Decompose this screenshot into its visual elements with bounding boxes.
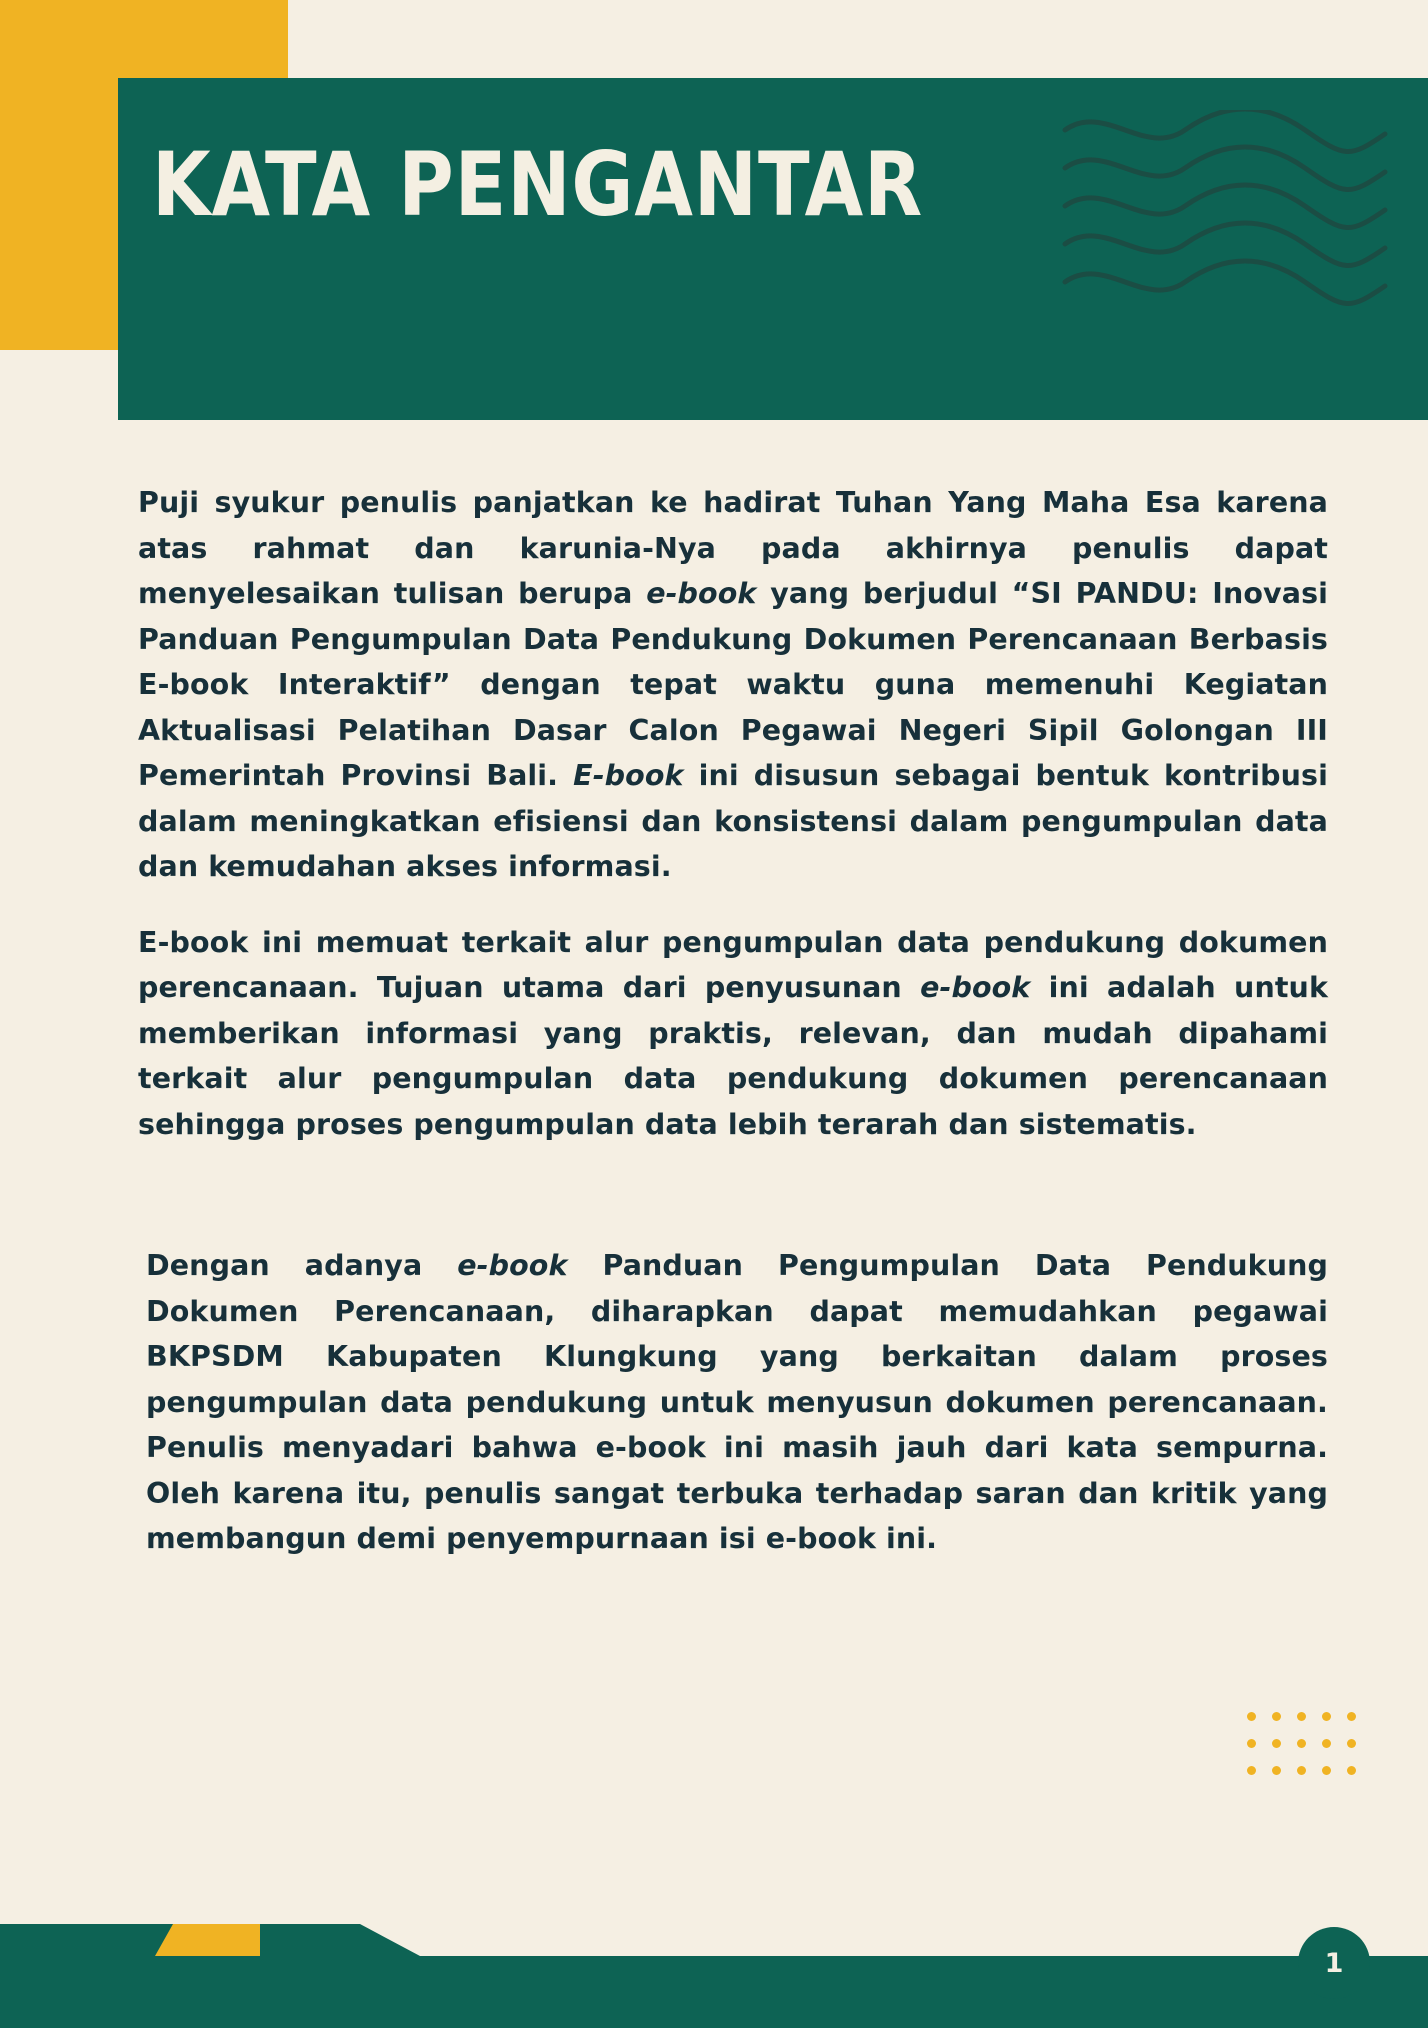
page-footer bbox=[0, 1893, 1428, 2028]
footer-green-bar bbox=[0, 1956, 1428, 2028]
footer-yellow-accent bbox=[155, 1924, 260, 1956]
paragraph-3: Dengan adanya e-book Panduan Pengumpulan Data Pendukung Dokumen Perencanaan, diharapkan dapat memudahkan pegawai BKPSDM Kabupaten Klungkung yang berkaitan dalam proses pengumpulan data pendukung untuk menyusun dokumen perencanaan. Penulis menyadari bahwa e-book ini masih jauh dari kata sempurna. Oleh karena itu, penulis sangat terbuka terhadap saran dan kritik yang membangun demi penyempurnaan isi e-book ini. bbox=[146, 1249, 1328, 1555]
dot-grid-decoration bbox=[1247, 1712, 1372, 1793]
paragraph-spacer bbox=[138, 1177, 1328, 1243]
wavy-lines-icon bbox=[1060, 110, 1390, 320]
paragraph-1: Puji syukur penulis panjatkan ke hadirat Tuhan Yang Maha Esa karena atas rahmat dan karunia-Nya pada akhirnya penulis dapat menyelesaikan tulisan berupa e-book yang berjudul “SI PANDU: Inovasi Panduan Pengumpulan Data Pendukung Dokumen Perencanaan Berbasis E-book Interaktif” dengan tepat waktu guna memenuhi Kegiatan Aktualisasi Pelatihan Dasar Calon Pegawai Negeri Sipil Golongan III Pemerintah Provinsi Bali. E-book ini disusun sebagai bentuk kontribusi dalam meningkatkan efisiensi dan konsistensi dalam pengumpulan data dan kemudahan akses informasi. bbox=[138, 486, 1328, 883]
page-title: KATA PENGANTAR bbox=[152, 133, 924, 236]
paragraph-2: E-book ini memuat terkait alur pengumpulan data pendukung dokumen perencanaan. Tujuan utama dari penyusunan e-book ini adalah untuk memberikan informasi yang praktis, relevan, dan mudah dipahami terkait alur pengumpulan data pendukung dokumen perencanaan sehingga proses pengumpulan data lebih terarah dan sistematis. bbox=[138, 925, 1328, 1141]
body-content bbox=[138, 480, 1328, 1592]
page-number-badge: 1 bbox=[1298, 1927, 1370, 1999]
